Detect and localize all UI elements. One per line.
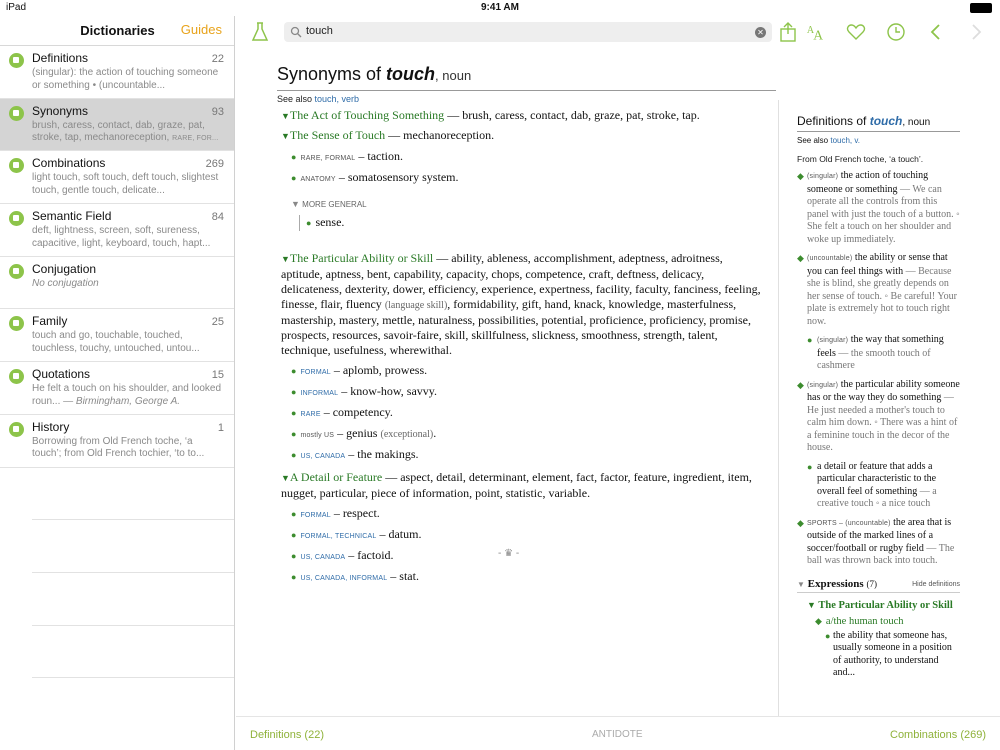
usage-tag: FORMAL, TECHNICAL	[300, 533, 377, 540]
sidebar-item-desc: No conjugation	[32, 277, 99, 289]
bullet-icon: ●	[291, 572, 297, 582]
dictionary-icon	[9, 53, 24, 68]
gloss: (exceptional)	[380, 429, 434, 440]
sidebar-item-count: 269	[205, 158, 224, 171]
definition-example: — the smooth touch of cashmere	[817, 347, 931, 371]
sidebar-item-label: Family	[32, 314, 68, 329]
sense-heading[interactable]: The Act of Touching Something	[289, 108, 445, 122]
sense	[281, 108, 761, 124]
article	[236, 48, 776, 716]
usage-tag: US, CANADA	[300, 453, 346, 460]
synonym-entries	[281, 108, 761, 592]
see-also	[277, 94, 359, 104]
usage-tag: (singular)	[807, 381, 839, 389]
more-general-word: sense.	[315, 215, 345, 229]
expression-item[interactable]	[815, 616, 960, 627]
sub-sense	[281, 382, 761, 403]
expression-category[interactable]	[807, 599, 960, 612]
definition	[807, 461, 960, 511]
sense	[281, 251, 761, 466]
usage-tag: (uncountable)	[807, 255, 853, 262]
sidebar-item-desc-text: brush, caress, contact, dab, graze, pat, stroke, tap, mechanoreception,	[32, 119, 205, 144]
clear-icon[interactable]: ✕	[755, 27, 766, 38]
definition	[797, 170, 960, 246]
sub-sense	[281, 361, 761, 382]
expression-label: a/the human touch	[825, 615, 904, 627]
sidebar-item-label: History	[32, 419, 70, 434]
sense-synonyms: — ability, ableness, accomplishment, adeptness, adroitness, aptitude, aptness, bent, capability, capacity, chops, competence, craft, deftness, delicacy, delicateness, dexterity, dower, efficiency, experience, expertness, facility, faculty, fanciness, feeling, finesse, flair, fluency	[281, 251, 761, 311]
panel-see-also-link[interactable]: touch, v.	[830, 136, 861, 145]
expression-definition	[825, 630, 960, 680]
expressions-label: Expressions	[807, 577, 864, 590]
definition-text: the action of touching someone or something	[807, 170, 929, 195]
sense-heading[interactable]: A Detail or Feature	[289, 470, 383, 484]
search-box[interactable]	[284, 22, 772, 42]
sub-synonyms: – the makings.	[345, 447, 419, 461]
toolbar	[236, 16, 1000, 48]
definition	[797, 379, 960, 455]
definition	[807, 334, 960, 373]
status-bar	[0, 0, 1000, 16]
usage-tag: mostly US	[300, 432, 335, 439]
title-rule	[277, 90, 776, 91]
collapse-triangle-icon[interactable]: ▼	[291, 199, 300, 209]
sense-heading[interactable]: The Sense of Touch	[289, 128, 386, 142]
sidebar-item-desc	[32, 383, 224, 408]
panel-title-pos: , noun	[902, 117, 931, 128]
text-size-icon[interactable]	[806, 22, 826, 42]
sidebar-item-count: 93	[211, 105, 224, 118]
bullet-icon: ●	[306, 218, 312, 228]
definition-example: — Because she is blind, she greatly depends on her sense of touch. ◦ Be careful! Your plate is extremely hot to touch right now.	[807, 265, 957, 327]
see-also-link[interactable]: touch, verb	[314, 94, 360, 104]
sidebar-item-history[interactable]	[0, 415, 234, 468]
definition	[797, 517, 960, 568]
definition-example: — He just needed a mother's touch to calm him down. ◦ There was a hint of a feminine touch in the decor of the house.	[807, 392, 958, 453]
title-pos: , noun	[435, 68, 472, 83]
dictionary-icon	[9, 316, 24, 331]
sidebar-item-combinations[interactable]	[0, 151, 234, 204]
bullet-icon: ●	[291, 450, 297, 460]
usage-tag: US, CANADA, INFORMAL	[300, 575, 388, 582]
sub-sense	[281, 525, 761, 546]
collapse-triangle-icon[interactable]: ▼	[807, 599, 816, 610]
definition-text: the ability or sense that you can feel things with	[807, 252, 948, 277]
sense-synonyms-cont: , formidability, gift, hand, knack, knowledge, masterfulness, mastership, mastery, mettle, naturalness, possibilities, potential, proficience, proficiency, promise, prospects, resources, savoir-faire, skill, skillfulness, slickness, smoothness, strength, talent, technique, usefulness, wherewithal.	[281, 297, 751, 357]
expressions-count: (7)	[866, 578, 877, 589]
more-general-label: MORE GENERAL	[302, 200, 367, 209]
prev-dictionary-link[interactable]: Definitions (22)	[250, 729, 324, 741]
sidebar-item-desc: touch and go, touchable, touched, touchless, touchy, untouched, untou...	[32, 330, 200, 354]
sub-synonyms: – somatosensory system.	[335, 170, 459, 184]
flask-icon[interactable]	[251, 22, 269, 42]
bullet-icon: ◆	[797, 379, 804, 390]
bullet-icon: ●	[291, 429, 297, 439]
usage-tag: (singular)	[817, 337, 849, 344]
definition-text: the particular ability someone has or the way they do something	[807, 378, 960, 403]
see-also-label: See also	[277, 94, 315, 104]
sub-synonyms-end: .	[433, 426, 437, 440]
bottom-bar	[236, 716, 1000, 750]
usage-tag: RARE	[300, 411, 321, 418]
sense	[281, 128, 761, 231]
bullet-icon: ●	[825, 630, 831, 641]
expression-category-label: The Particular Ability or Skill	[818, 599, 953, 611]
panel-see-also	[797, 136, 960, 145]
sub-sense	[281, 445, 761, 466]
sense-synonyms: — brush, caress, contact, dab, graze, pat, stroke, tap.	[444, 108, 700, 122]
sub-synonyms: – genius	[334, 426, 381, 440]
collapse-triangle-icon[interactable]: ▼	[797, 579, 805, 589]
antidote-label: ANTIDOTE	[592, 729, 643, 740]
sidebar-item-desc	[32, 120, 224, 145]
sidebar-item-label: Synonyms	[32, 103, 89, 118]
bullet-icon: ◆	[797, 253, 804, 263]
sidebar-item-synonyms[interactable]	[0, 99, 234, 152]
sidebar-item-label: Conjugation	[32, 261, 97, 276]
sidebar-item-desc-tag: RARE, FOR...	[172, 135, 219, 143]
bullet-icon: ●	[291, 173, 297, 183]
dictionary-icon	[9, 264, 24, 279]
sub-sense	[281, 403, 761, 424]
sidebar-title: Dictionaries	[80, 23, 155, 38]
sense	[281, 470, 761, 588]
sidebar-item-quotations[interactable]	[0, 362, 234, 415]
usage-tag: SPORTS – (uncountable)	[807, 519, 891, 527]
sub-sense	[281, 567, 761, 588]
definitions-panel	[778, 100, 960, 716]
diamond-bullet-icon: ◆	[815, 615, 822, 626]
sense-synonyms: — mechanoreception.	[385, 128, 495, 142]
sidebar-item-label: Combinations	[32, 156, 106, 171]
next-dictionary-link[interactable]: Combinations (269)	[890, 729, 986, 741]
definition-text: the area that is outside of the marked lines of a soccer/football or rugby field	[807, 516, 952, 554]
sub-sense	[281, 168, 761, 189]
sub-synonyms: – know-how, savvy.	[338, 384, 437, 398]
sub-synonyms: – aplomb, prowess.	[330, 363, 428, 377]
sub-synonyms: – stat.	[387, 569, 419, 583]
sidebar-item-definitions[interactable]	[0, 46, 234, 99]
panel-title	[797, 114, 960, 128]
empty-row	[32, 573, 234, 626]
more-general	[291, 197, 761, 231]
usage-tag: (singular)	[807, 173, 839, 180]
sidebar-item-label: Quotations	[32, 367, 91, 382]
forward-arrow-icon[interactable]	[966, 22, 986, 42]
sub-sense	[281, 546, 761, 567]
bullet-icon: ●	[291, 387, 297, 397]
usage-tag: US, CANADA	[300, 554, 346, 561]
title-prefix: Synonyms of	[277, 64, 387, 84]
dictionary-icon	[9, 211, 24, 226]
definition-text: a detail or feature that adds a particular characteristic to the overall feel of something	[817, 460, 937, 497]
sidebar-item-count: 25	[211, 316, 224, 329]
sub-sense	[281, 147, 761, 168]
definition	[797, 252, 960, 328]
sidebar	[0, 16, 235, 750]
sidebar-header	[0, 16, 234, 46]
sub-synonyms: – competency.	[320, 405, 393, 419]
search-icon	[290, 26, 302, 38]
svg-text:A: A	[806, 24, 815, 36]
clock: 9:41 AM	[481, 2, 519, 13]
device-label: iPad	[6, 2, 27, 13]
hide-definitions-button[interactable]: Hide definitions	[912, 580, 960, 588]
sub-synonyms: – respect.	[330, 506, 380, 520]
definition-text: the way that something feels	[817, 334, 944, 359]
sidebar-item-count: 22	[211, 53, 224, 65]
expression-definition-text: the ability that someone has, usually someone in a position of authority, to understand and...	[833, 629, 952, 678]
empty-row	[32, 520, 234, 573]
empty-row	[32, 626, 234, 679]
sub-sense	[281, 504, 761, 525]
dictionary-icon	[9, 158, 24, 173]
sidebar-item-conjugation[interactable]	[0, 257, 234, 310]
search-input[interactable]	[306, 25, 746, 37]
battery-icon	[970, 3, 992, 13]
usage-tag: FORMAL	[300, 369, 331, 376]
panel-title-prefix: Definitions of	[797, 114, 870, 128]
bullet-icon: ●	[807, 335, 813, 345]
definition-example: — We can operate all the controls from this panel with just the touch of a button. ◦ She felt a touch on her shoulder and woke up immediately.	[807, 183, 960, 245]
bullet-icon: ●	[291, 366, 297, 376]
dictionary-icon	[9, 106, 24, 121]
sidebar-item-count: 1	[217, 421, 224, 434]
collapse-triangle-icon[interactable]: ▼	[281, 254, 290, 264]
bullet-icon: ●	[291, 152, 297, 162]
panel-title-word: touch	[869, 114, 903, 128]
share-icon[interactable]	[778, 22, 798, 42]
definition-example: — The ball was thrown back into touch.	[807, 542, 955, 566]
gloss: (language skill)	[384, 300, 448, 311]
collapse-triangle-icon[interactable]: ▼	[281, 131, 290, 141]
sidebar-item-semantic-field[interactable]	[0, 204, 234, 257]
end-mark-icon: - ♛ -	[498, 548, 520, 559]
bullet-icon: ◆	[797, 517, 804, 528]
sidebar-item-desc: Borrowing from Old French toche, ‘a touch’; from Old French tochier, ‘to to...	[32, 435, 205, 460]
usage-tag: RARE, FORMAL	[300, 155, 356, 162]
sub-synonyms: – taction.	[355, 149, 404, 163]
sidebar-item-desc: light touch, soft touch, deft touch, slightest touch, gentle touch, delicate...	[32, 172, 219, 196]
sidebar-item-count: 84	[211, 211, 224, 224]
more-general-word-row	[299, 215, 761, 231]
sub-sense	[281, 424, 761, 445]
panel-see-also-label: See also	[797, 136, 831, 145]
definition-example: — a creative touch ◦ a nice touch	[817, 485, 937, 509]
usage-tag: INFORMAL	[300, 390, 339, 397]
sidebar-item-label: Definitions	[32, 51, 89, 65]
sidebar-item-count: 15	[211, 369, 224, 382]
sense-synonyms: — aspect, detail, determinant, element, fact, factor, feature, ingredient, item, nugget, particular, piece of information, point, statistic, variable.	[281, 470, 752, 500]
collapse-triangle-icon[interactable]: ▼	[281, 473, 290, 483]
bullet-icon: ●	[291, 551, 297, 561]
bullet-icon: ●	[291, 509, 297, 519]
heart-icon[interactable]	[846, 22, 866, 42]
panel-origin: From Old French toche, ‘a touch’.	[797, 154, 924, 164]
bullet-icon: ●	[807, 461, 813, 472]
sidebar-item-desc: deft, lightness, screen, soft, sureness, capacitive, light, keyboard, touch, hapt...	[32, 225, 211, 249]
dictionary-icon	[9, 369, 24, 384]
usage-tag: ANATOMY	[300, 176, 336, 183]
sidebar-item-desc-text: He felt a touch on his shoulder, and looked roun...	[32, 383, 222, 407]
bullet-icon: ●	[291, 530, 297, 540]
guides-button[interactable]: Guides	[180, 22, 222, 37]
sense-heading[interactable]: The Particular Ability or Skill	[289, 251, 434, 265]
bullet-icon: ◆	[797, 171, 804, 181]
usage-tag: FORMAL	[300, 512, 331, 519]
sub-synonyms: – factoid.	[345, 548, 394, 562]
history-clock-icon[interactable]	[886, 22, 906, 42]
sidebar-item-label: Semantic Field	[32, 209, 112, 224]
sub-synonyms: – datum.	[376, 527, 422, 541]
dictionary-icon	[9, 422, 24, 437]
sidebar-item-desc: (singular): the action of touching someone or something • (uncountable...	[32, 67, 219, 91]
expressions-header[interactable]	[797, 578, 960, 593]
svg-text:A: A	[813, 27, 824, 42]
sidebar-item-family[interactable]	[0, 309, 234, 362]
quotation-source: — Birmingham, George A.	[63, 395, 181, 407]
collapse-triangle-icon[interactable]: ▼	[281, 111, 290, 121]
panel-rule	[797, 131, 960, 132]
article-title	[277, 64, 471, 85]
title-word: touch	[386, 64, 436, 84]
bullet-icon: ●	[291, 408, 297, 418]
back-arrow-icon[interactable]	[926, 22, 946, 42]
empty-row	[32, 468, 234, 521]
